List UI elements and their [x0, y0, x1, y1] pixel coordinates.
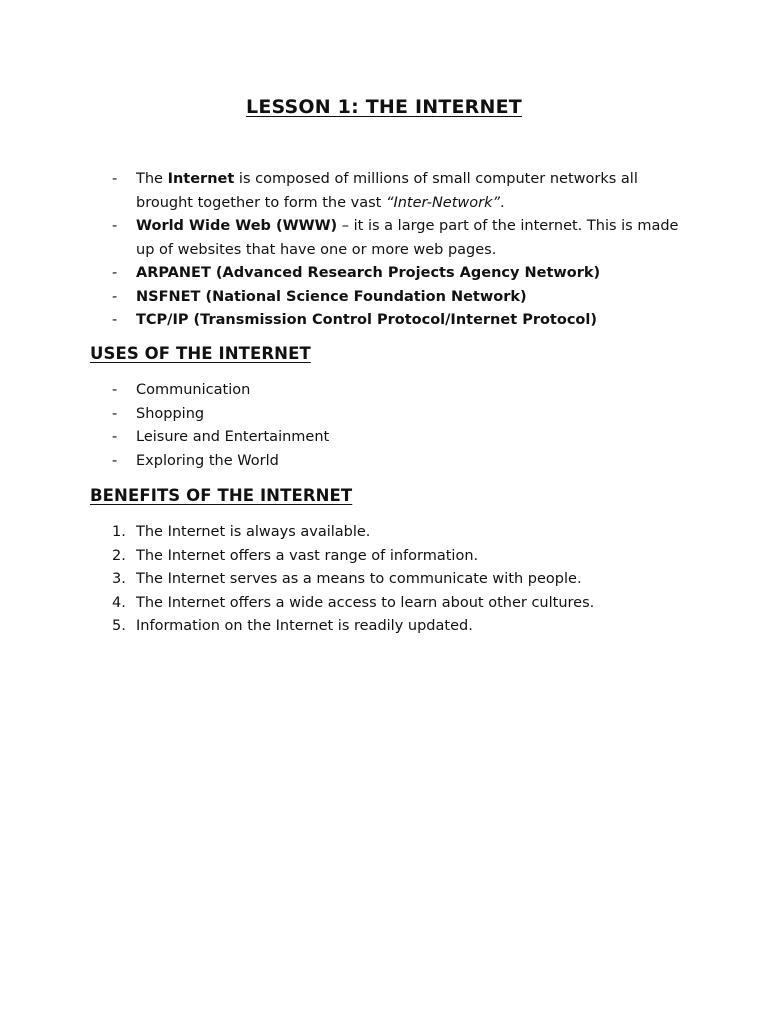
item-text: The Internet serves as a means to communicate with people. [136, 571, 582, 587]
term-internet: Internet [167, 171, 235, 187]
item-text: Leisure and Entertainment [136, 429, 330, 445]
term-nsfnet: NSFNET (National Science Foundation Network) [136, 288, 527, 305]
page-title: LESSON 1: THE INTERNET [246, 96, 522, 118]
item-text: Information on the Internet is readily updated. [136, 618, 473, 634]
benefits-list [0, 521, 696, 639]
list-item [0, 521, 696, 545]
list-dash: - [112, 288, 118, 305]
list-number: 4. [112, 594, 126, 611]
section-heading-benefits: BENEFITS OF THE INTERNET [90, 486, 353, 505]
list-item [0, 592, 696, 616]
item-text-body: – it is a large part of the internet. This is made up of websites that have one or more web pages. [136, 218, 679, 258]
list-item [0, 545, 696, 569]
list-item [0, 615, 696, 639]
item-text: Communication [136, 382, 251, 398]
list-dash: - [112, 452, 118, 469]
list-item [0, 286, 696, 310]
list-number: 3. [112, 571, 126, 587]
list-dash: - [112, 429, 118, 445]
emphasis-inter-network: “Inter-Network” [385, 194, 500, 211]
list-dash: - [112, 405, 118, 422]
list-item [0, 450, 696, 474]
item-text-end: . [500, 194, 505, 211]
list-dash: - [112, 382, 118, 398]
item-text: Shopping [136, 405, 205, 422]
term-www: World Wide Web (WWW) [136, 218, 338, 234]
list-dash: - [112, 218, 118, 234]
list-number: 5. [112, 618, 126, 634]
list-item [0, 262, 696, 286]
list-item [0, 215, 696, 262]
list-dash: - [112, 265, 118, 281]
item-text-body: is composed of millions of small computer networks all brought together to form the vast [136, 171, 638, 211]
list-number: 1. [112, 524, 126, 540]
item-text-prefix: The [136, 171, 168, 187]
list-dash: - [112, 171, 118, 187]
item-text: The Internet offers a vast range of information. [136, 547, 479, 564]
item-text: The Internet offers a wide access to learn about other cultures. [136, 594, 595, 611]
term-arpanet: ARPANET (Advanced Research Projects Agency Network) [136, 265, 601, 281]
list-item [0, 568, 696, 592]
list-item [0, 309, 696, 333]
list-number: 2. [112, 547, 126, 564]
intro-list [0, 168, 696, 333]
uses-list [0, 379, 696, 473]
item-text: Exploring the World [136, 452, 279, 469]
list-item [0, 168, 696, 215]
list-item [0, 379, 696, 403]
list-item [0, 403, 696, 427]
list-dash: - [112, 312, 118, 328]
list-item [0, 426, 696, 450]
term-tcpip: TCP/IP (Transmission Control Protocol/Internet Protocol) [136, 312, 597, 328]
section-heading-uses: USES OF THE INTERNET [90, 344, 311, 363]
item-text: The Internet is always available. [136, 524, 371, 540]
